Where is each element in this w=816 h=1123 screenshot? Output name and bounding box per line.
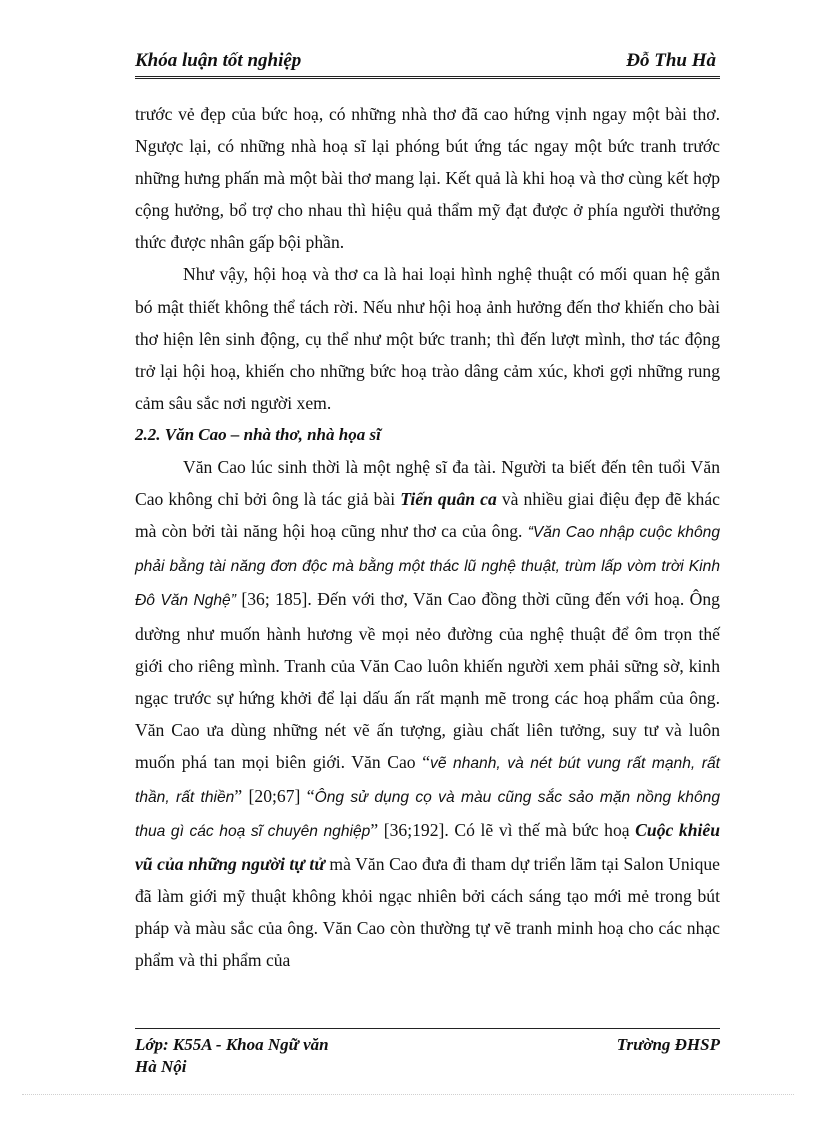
p3-text-1: Văn Cao lúc sinh thời là một nghệ sĩ đa tài. Người ta biết đến tên tuổi Văn Cao không chỉ bởi ông là tác giả bài bbox=[135, 457, 720, 510]
section-heading: 2.2. Văn Cao – nhà thơ, nhà họa sĩ bbox=[135, 424, 381, 444]
header-author-name: Đỗ Thu Hà bbox=[626, 50, 716, 71]
footer-class-line: Lớp: K55A - Khoa Ngữ văn bbox=[135, 1035, 329, 1054]
painting-title: Cuộc khiêu vũ của những người tự tử bbox=[135, 820, 720, 875]
document-body bbox=[135, 98, 720, 977]
paragraph-1: trước vẻ đẹp của bức hoạ, có những nhà thơ đã cao hứng vịnh ngay một bài thơ. Ngược lại, có những nhà hoạ sĩ lại phóng bút ứng tác ngay một bức tranh trước những hưng phấn mà một bài thơ mang lại. Kết quả là khi hoạ và thơ cùng kết hợp cộng hưởng, bổ trợ cho nhau thì hiệu quả thẩm mỹ đạt được ở phía người thưởng thức được nhân gấp bội phần. bbox=[135, 104, 720, 253]
footer-city-line: Hà Nội bbox=[135, 1057, 187, 1076]
p3-text-6: mà Văn Cao đưa đi tham dự triển lãm tại Salon Unique đã làm giới mỹ thuật không khỏi ngạc nhiên bởi cách sáng tạo mới mẻ trong bút pháp và màu sắc của ông. Văn Cao còn thường tự vẽ tranh minh hoạ cho các nhạc phẩm và thi phẩm của bbox=[135, 854, 720, 971]
p3-text-4: ” [20;67] “ bbox=[234, 785, 315, 806]
p3-text-2: và nhiều giai điệu đẹp đẽ khác mà còn bởi tài năng hội hoạ cũng như thơ ca của ông. bbox=[135, 489, 720, 542]
song-title-tien-quan-ca: Tiến quân ca bbox=[400, 489, 497, 510]
header-thesis-label: Khóa luận tốt nghiệp bbox=[135, 50, 302, 71]
p3-text-3: [36; 185]. Đến với thơ, Văn Cao đồng thời cũng đến với hoạ. Ông dường như muốn hành hương về mọi nẻo đường của nghệ thuật để ôm trọn thế giới cho riêng mình. Tranh của Văn Cao luôn khiến người xem phải sững sờ, kinh ngạc trước sự hứng khởi để lại dấu ấn rất mạnh mẽ trong các hoạ phẩm của ông. Văn Cao ưa dùng những nét vẽ ấn tượng, giàu chất liên tưởng, suy tư và luôn muốn phá tan mọi biên giới. Văn Cao “ bbox=[135, 589, 720, 772]
page-footer bbox=[135, 1028, 720, 1076]
quote-1: “Văn Cao nhập cuộc không phải bằng tài năng đơn độc mà bằng một thác lũ nghệ thuật, trùm lấp vòm trời Kinh Đô Văn Nghệ” bbox=[135, 524, 721, 610]
footer-university: Trường ĐHSP bbox=[616, 1035, 720, 1054]
page-edge-divider bbox=[22, 1094, 794, 1095]
paragraph-2: Như vậy, hội hoạ và thơ ca là hai loại hình nghệ thuật có mối quan hệ gắn bó mật thiết không thể tách rời. Nếu như hội hoạ ảnh hưởng đến thơ khiến cho bài thơ hiện lên sinh động, cụ thể như một bức tranh; thì đến lượt mình, thơ tác động trở lại hội hoạ, khiến cho những bức hoạ trào dâng cảm xúc, khơi gợi những rung cảm sâu sắc nơi người xem. bbox=[135, 264, 720, 413]
quote-3: Ông sử dụng cọ và màu cũng sắc sảo mặn nồng không thua gì các hoạ sĩ chuyên nghiệp bbox=[135, 788, 720, 841]
quote-2: vẽ nhanh, và nét bút vung rất mạnh, rất thần, rất thiền bbox=[135, 754, 720, 806]
footer-class-info bbox=[135, 1034, 329, 1078]
page-header bbox=[135, 48, 720, 79]
p3-text-5: ” [36;192]. Có lẽ vì thế mà bức hoạ bbox=[370, 820, 636, 841]
paragraph-3 bbox=[135, 451, 720, 977]
